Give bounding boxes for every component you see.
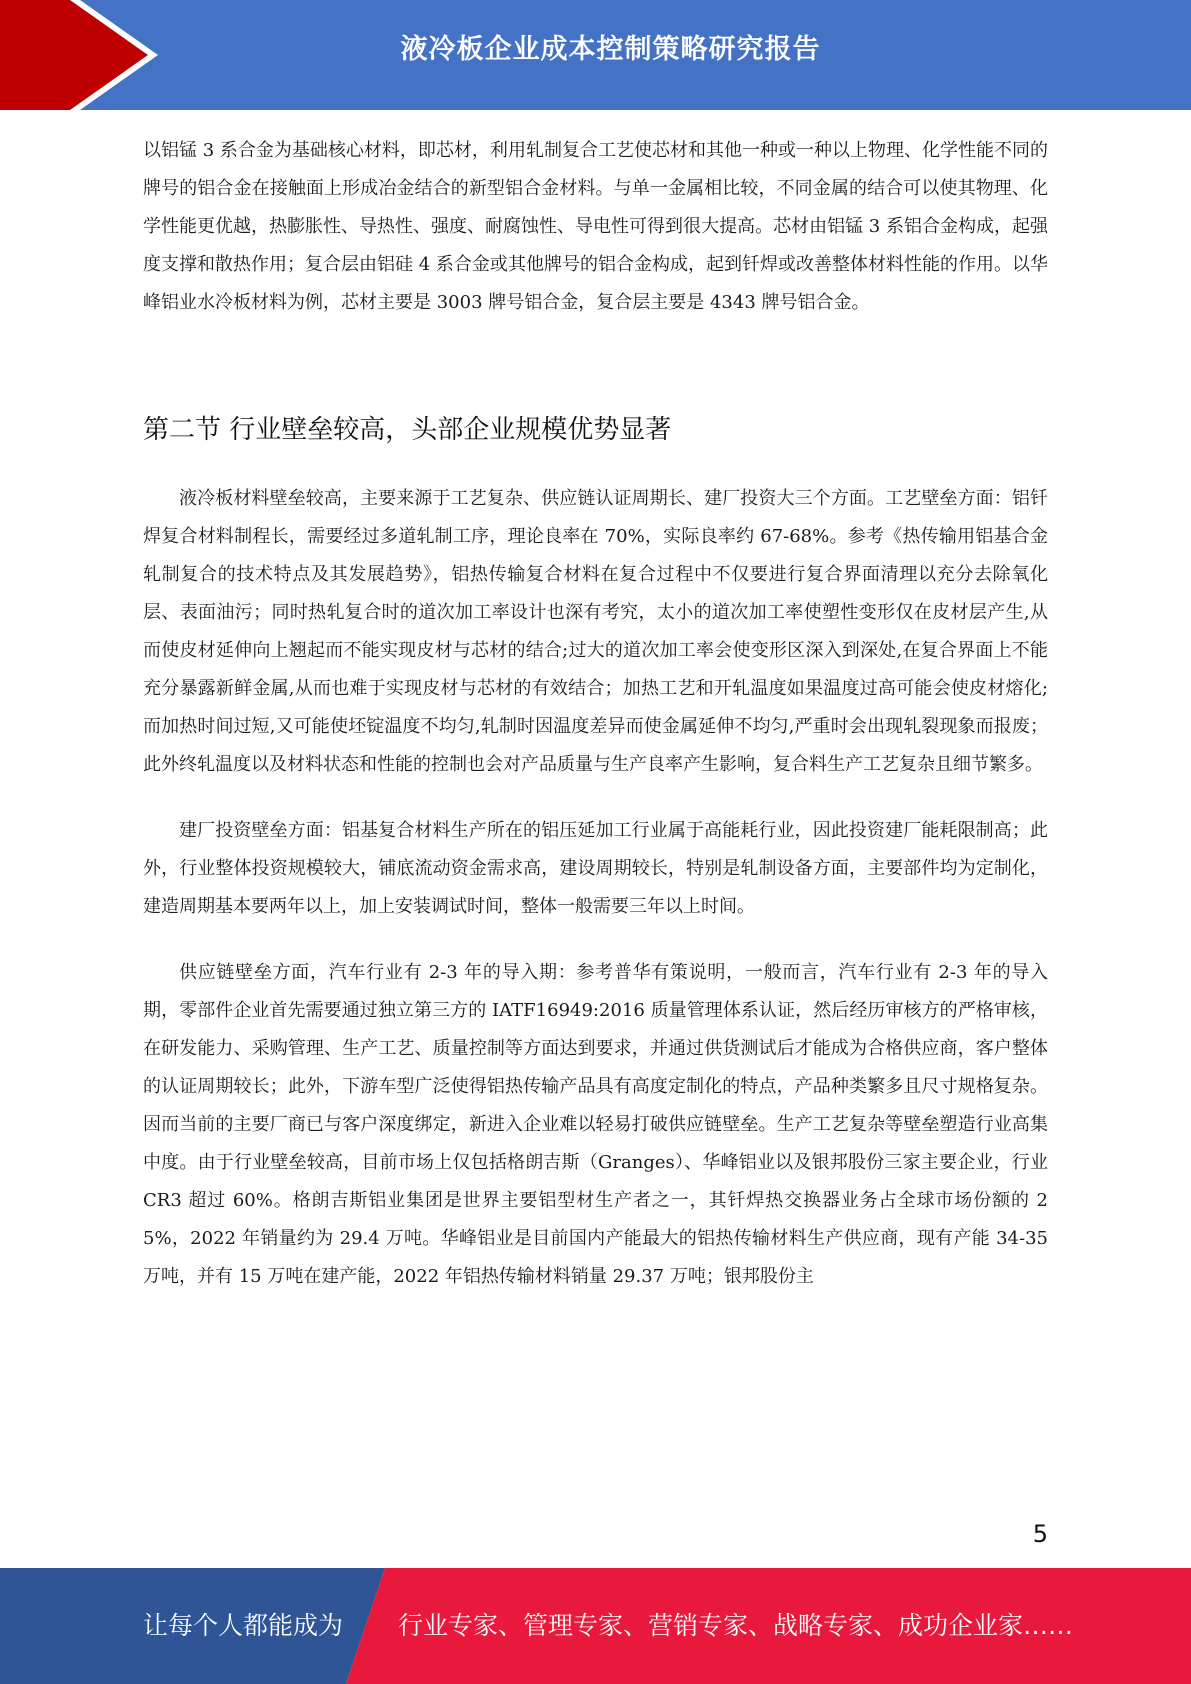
footer-slogan-right: 行业专家、管理专家、营销专家、战略专家、成功企业家…… [398,1611,1074,1640]
report-title: 液冷板企业成本控制策略研究报告 [400,34,821,65]
section-heading: 第二节 行业壁垒较高，头部企业规模优势显著 [143,415,672,445]
page-number: 5 [1032,1520,1048,1548]
page-footer [0,1568,1191,1684]
paragraph-supply-chain-barrier: 供应链壁垒方面，汽车行业有 2-3 年的导入期：参考普华有策说明，一般而言，汽车行业有 2-3 年的导入期，零部件企业首先需要通过独立第三方的 IATF16949:2016 质量管理体系认证，然后经历审核方的严格审核，在研发能力、采购管理、生产工艺、质量控制等方面达到要求，并通过供货测试后才能成为合格供应商，客户整体的认证周期较长；此外，下游车型广泛使得铝热传输产品具有高度定制化的特点，产品种类繁多且尺寸规格复杂。因而当前的主要厂商已与客户深度绑定，新进入企业难以轻易打破供应链壁垒。生产工艺复杂等壁垒塑造行业高集中度。由于行业壁垒较高，目前市场上仅包括格朗吉斯（Granges）、华峰铝业以及银邦股份三家主要企业，行业 CR3 超过 60%。格朗吉斯铝业集团是世界主要铝型材生产者之一，其钎焊热交换器业务占全球市场份额的 25%，2022 年销量约为 29.4 万吨。华峰铝业是目前国内产能最大的铝热传输材料生产供应商，现有产能 34-35 万吨，并有 15 万吨在建产能，2022 年铝热传输材料销量 29.37 万吨；银邦股份主 [143,962,1048,1287]
paragraph-process-barrier: 液冷板材料壁垒较高，主要来源于工艺复杂、供应链认证周期长、建厂投资大三个方面。工艺壁垒方面：铝钎焊复合材料制程长，需要经过多道轧制工序，理论良率在 70%，实际良率约 67-68%。参考《热传输用铝基合金轧制复合的技术特点及其发展趋势》，铝热传输复合材料在复合过程中不仅要进行复合界面清理以充分去除氧化层、表面油污；同时热轧复合时的道次加工率设计也深有考究，太小的道次加工率使塑性变形仅在皮材层产生,从而使皮材延伸向上翘起而不能实现皮材与芯材的结合;过大的道次加工率会使变形区深入到深处,在复合界面上不能充分暴露新鲜金属,从而也难于实现皮材与芯材的有效结合；加热工艺和开轧温度如果温度过高可能会使皮材熔化;而加热时间过短,又可能使坯锭温度不均匀,轧制时因温度差异而使金属延伸不均匀,严重时会出现轧裂现象而报废；此外终轧温度以及材料状态和性能的控制也会对产品质量与生产良率产生影响，复合料生产工艺复杂且细节繁多。 [143,488,1048,775]
paragraph-investment-barrier: 建厂投资壁垒方面：铝基复合材料生产所在的铝压延加工行业属于高能耗行业，因此投资建厂能耗限制高；此外，行业整体投资规模较大，铺底流动资金需求高，建设周期较长，特别是轧制设备方面，主要部件均为定制化，建造周期基本要两年以上，加上安装调试时间，整体一般需要三年以上时间。 [143,820,1048,917]
document-body [143,132,1048,1296]
intro-paragraph: 以铝锰 3 系合金为基础核心材料，即芯材，利用轧制复合工艺使芯材和其他一种或一种以上物理、化学性能不同的牌号的铝合金在接触面上形成冶金结合的新型铝合金材料。与单一金属相比较，不同金属的结合可以使其物理、化学性能更优越，热膨胀性、导热性、强度、耐腐蚀性、导电性可得到很大提高。芯材由铝锰 3 系铝合金构成，起强度支撑和散热作用；复合层由铝硅 4 系合金或其他牌号的铝合金构成，起到钎焊或改善整体材料性能的作用。以华峰铝业水冷板材料为例，芯材主要是 3003 牌号铝合金，复合层主要是 4343 牌号铝合金。 [143,140,1048,313]
footer-slogan-left: 让每个人都能成为 [143,1611,344,1640]
page-header [0,0,1191,110]
